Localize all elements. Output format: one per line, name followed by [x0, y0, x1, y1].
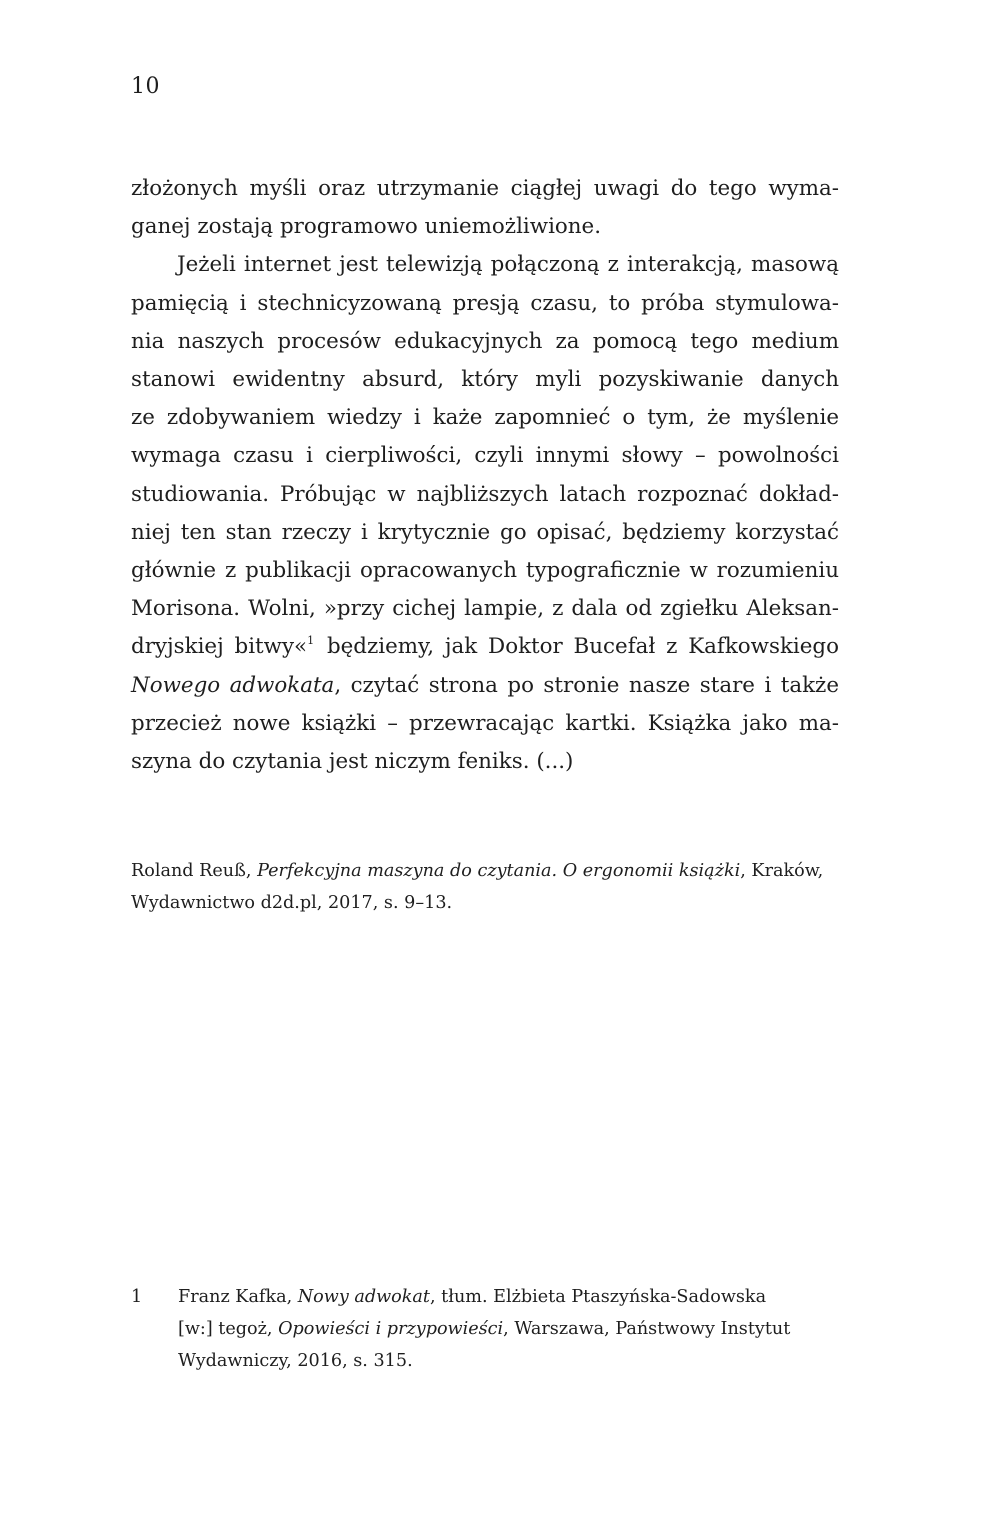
body-line: szyna do czytania jest niczym feniks. (...) — [131, 749, 574, 775]
body-text — [131, 170, 839, 781]
body-line: niej ten stan rzeczy i krytycznie go opisać, będziemy korzystać — [131, 519, 839, 545]
source-citation — [131, 855, 851, 919]
body-line: pamięcią i stechnicyzowaną presją czasu, to próba stymulowa- — [131, 290, 839, 316]
body-line — [131, 667, 839, 705]
citation-title: Perfekcyjna maszyna do czytania. O ergonomii książki — [257, 861, 741, 881]
footnote-reference: 1 — [307, 634, 315, 648]
citation-author: Roland Reuß, — [131, 861, 258, 881]
footnote-translator: , tłum. Elżbieta Ptaszyńska-Sadowska — [429, 1287, 767, 1307]
footnote-line — [178, 1313, 858, 1345]
body-line: wymaga czasu i cierpliwości, czyli innymi słowy – powolności — [131, 443, 839, 469]
body-line: Morisona. Wolni, »przy cichej lampie, z dala od zgiełku Aleksan- — [131, 596, 839, 622]
citation-place: , Kraków, — [740, 861, 824, 881]
citation-line — [131, 855, 851, 887]
citation-publisher: Wydawnictwo d2d.pl, 2017, s. 9–13. — [131, 893, 453, 913]
footnote-author: Franz Kafka, — [178, 1287, 298, 1307]
body-line: ze zdobywaniem wiedzy i każe zapomnieć o tym, że myślenie — [131, 405, 839, 431]
body-text-segment: , czytać strona po stronie nasze stare i także — [334, 672, 839, 698]
body-line: złożonych myśli oraz utrzymanie ciągłej uwagi do tego wyma- — [131, 176, 839, 201]
footnote-body — [178, 1281, 858, 1377]
page-number: 10 — [131, 74, 160, 99]
body-text-segment: dryjskiej bitwy« — [131, 634, 308, 660]
body-line: studiowania. Próbując w najbliższych latach rozpoznać dokład- — [131, 481, 839, 507]
footnote-line — [178, 1281, 858, 1313]
body-line — [131, 628, 839, 666]
italic-title: Nowego adwokata — [131, 672, 335, 698]
body-line: Jeżeli internet jest telewizją połączoną z interakcją, masową — [177, 252, 839, 278]
body-line: stanowi ewidentny absurd, który myli pozyskiwanie danych — [131, 367, 839, 393]
body-text-segment: będziemy, jak Doktor Bucefał z Kafkowskiego — [316, 634, 840, 660]
footnote-city-publisher: , Warszawa, Państwowy Instytut — [503, 1319, 791, 1339]
footnote-collection: Opowieści i przypowieści — [278, 1319, 504, 1339]
body-line: przecież nowe książki – przewracając kartki. Książka jako ma- — [131, 710, 839, 736]
body-line: ganej zostają programowo uniemożliwione. — [131, 214, 602, 240]
body-line: głównie z publikacji opracowanych typograficznie w rozumieniu — [131, 558, 839, 584]
footnote-in-prefix: [w:] tegoż, — [178, 1319, 279, 1339]
footnote-line: Wydawniczy, 2016, s. 315. — [178, 1351, 413, 1371]
body-line: nia naszych procesów edukacyjnych za pomocą tego medium — [131, 328, 839, 354]
footnote-title: Nowy adwokat — [297, 1287, 430, 1307]
footnote-marker: 1 — [131, 1287, 143, 1307]
